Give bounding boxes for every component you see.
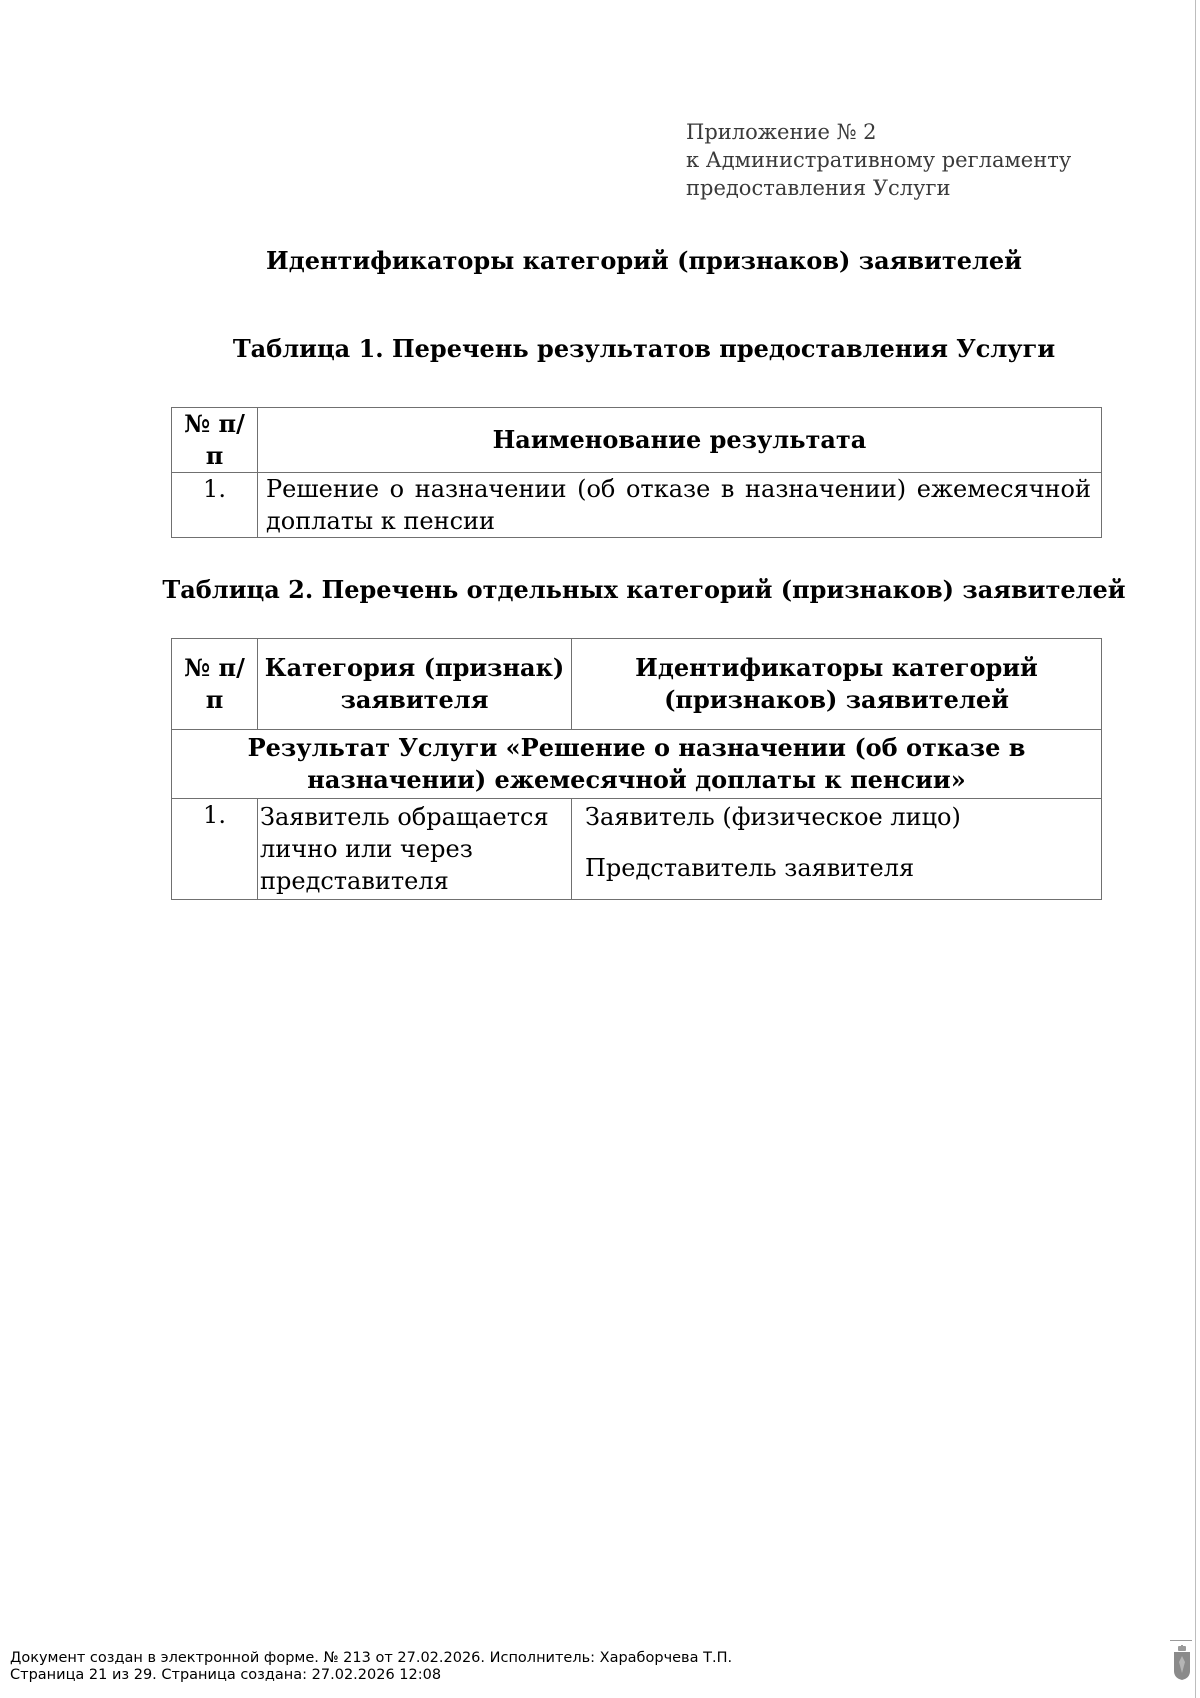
identifier-item: Заявитель (физическое лицо) [585,803,961,831]
table-group-row [172,730,1102,799]
appendix-line-2: к Административному регламенту [686,148,1072,172]
table2-title: Таблица 2. Перечень отдельных категорий (признаков) заявителей [162,575,1126,604]
appendix-line-1: Приложение № 2 [686,120,877,144]
page-title: Идентификаторы категорий (признаков) заявителей [266,246,1022,275]
row-result-name: Решение о назначении (об отказе в назначении) ежемесячной доплаты к пенсии [258,473,1102,538]
row-identifiers [572,799,1102,900]
table-row [172,473,1102,538]
header-identifiers: Идентификаторы категорий (признаков) заявителей [572,639,1102,730]
header-category: Категория (признак) заявителя [258,639,572,730]
group-row-result: Результат Услуги «Решение о назначении (об отказе в назначении) ежемесячной доплаты к пенсии» [172,730,1102,799]
results-table [171,407,1102,538]
footer-line-1: Документ создан в электронной форме. № 213 от 27.02.2026. Исполнитель: Хараборчева Т.П. [10,1650,733,1666]
categories-table [171,638,1102,900]
table1-title: Таблица 1. Перечень результатов предоставления Услуги [232,334,1056,363]
header-result-name: Наименование результата [258,408,1102,473]
table-header-row [172,639,1102,730]
identifier-item: Представитель заявителя [585,854,915,882]
footer-divider [1170,1640,1192,1641]
row-num: 1. [172,799,258,900]
coat-of-arms-icon [1172,1645,1192,1681]
row-num: 1. [172,473,258,538]
header-num: № п/п [172,639,258,730]
table-row [172,799,1102,900]
row-category: Заявитель обращается лично или через представителя [258,799,572,900]
header-num: № п/п [172,408,258,473]
footer-line-2: Страница 21 из 29. Страница создана: 27.02.2026 12:08 [10,1667,442,1683]
document-footer [10,1650,732,1684]
table-header-row [172,408,1102,473]
appendix-line-3: предоставления Услуги [686,176,951,200]
appendix-note [686,118,1071,202]
